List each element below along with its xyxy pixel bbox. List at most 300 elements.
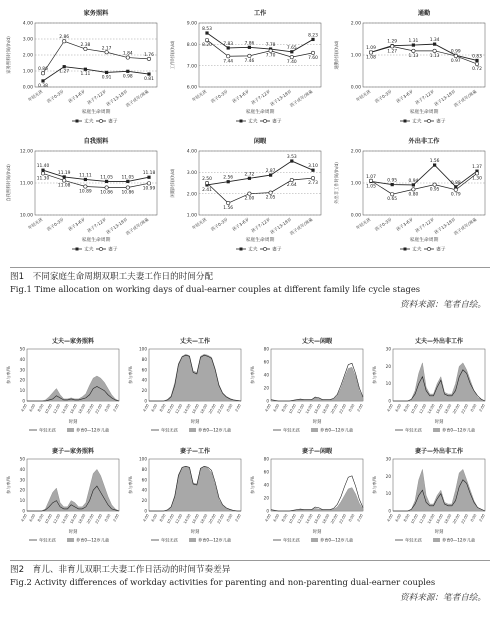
fig1-xtick-label: 孩子3-6岁 bbox=[231, 216, 250, 232]
fig2-ytick-label: 40 bbox=[141, 487, 147, 493]
fig1-data-label: 2.86 bbox=[59, 35, 70, 41]
legend-wife-marker bbox=[427, 247, 430, 250]
fig2-ytick-label: 40 bbox=[19, 466, 25, 472]
fig2-xtick-label: 8:00 bbox=[37, 513, 45, 523]
fig2-ytick-label: 10 bbox=[385, 381, 391, 387]
fig2-ytick-label: 20 bbox=[19, 487, 25, 493]
fig2-xtick-label: 16:00 bbox=[313, 513, 323, 525]
fig1-ylabel: 自我照料时间/(h/d) bbox=[7, 164, 12, 202]
figure-1-source: 资料来源：笔者自绘。 bbox=[400, 300, 486, 310]
figure-2 bbox=[3, 333, 497, 555]
fig2-ytick-label: 20 bbox=[263, 495, 269, 501]
fig1-data-label: 0.72 bbox=[472, 66, 482, 72]
fig1-ytick-label: 3.00 bbox=[22, 37, 33, 43]
fig2-ytick-label: 40 bbox=[19, 356, 25, 362]
legend-wife-label: 妻子 bbox=[436, 247, 446, 253]
figure-2-divider bbox=[10, 560, 490, 561]
fig1-xtick-label: 孩子13-18岁 bbox=[433, 216, 457, 236]
legend-no-child-label: 年轻无孩 bbox=[161, 537, 178, 543]
fig2-ytick-label: 10 bbox=[385, 491, 391, 497]
fig2-xtick-label: 16:00 bbox=[313, 403, 323, 415]
fig2-xtick-label: 18:00 bbox=[199, 513, 209, 525]
fig2-xlabel: 时刻 bbox=[190, 420, 200, 425]
fig2-ylabel: 参与率/% bbox=[250, 366, 255, 384]
fig1-data-label: 2.50 bbox=[202, 177, 212, 182]
legend-no-child-label: 年轻无孩 bbox=[405, 537, 422, 543]
fig2-xtick-label: 4:00 bbox=[20, 403, 28, 413]
fig1-xtick-label: 孩子7-12岁 bbox=[86, 88, 108, 106]
fig1-ytick-label: 4.00 bbox=[186, 149, 197, 155]
fig1-data-label: 7.60 bbox=[308, 55, 318, 61]
fig2-xtick-label: 2:00 bbox=[112, 403, 120, 413]
legend-husband-marker bbox=[240, 120, 243, 123]
fig2-ytick-label: 50 bbox=[19, 456, 25, 462]
legend-child-label: 养育0—12岁儿童 bbox=[198, 537, 232, 543]
fig2-legend bbox=[151, 427, 231, 434]
fig1-legend bbox=[236, 118, 282, 125]
fig1-data-label: 0.38 bbox=[38, 83, 48, 89]
fig1-data-label: 11.40 bbox=[36, 164, 50, 170]
fig1-panel-title: 自我照料 bbox=[83, 138, 109, 145]
fig2-xlabel: 时刻 bbox=[68, 530, 78, 535]
fig2-ylabel: 参与率/% bbox=[6, 366, 11, 384]
fig2-xtick-label: 4:00 bbox=[142, 513, 150, 523]
fig2-ytick-label: 0 bbox=[266, 398, 269, 404]
fig1-data-label: 0.95 bbox=[387, 178, 398, 184]
fig1-data-label: 2.73 bbox=[308, 181, 318, 187]
fig1-xtick-label: 孩子13-18岁 bbox=[269, 216, 293, 236]
fig2-xtick-label: 22:00 bbox=[338, 403, 348, 415]
fig2-xtick-label: 10:00 bbox=[288, 513, 297, 525]
fig2-xtick-label: 16:00 bbox=[191, 513, 201, 525]
fig1-panel-6 bbox=[333, 137, 485, 253]
fig2-xtick-label: 20:00 bbox=[86, 403, 95, 415]
fig1-data-label: 7.44 bbox=[223, 59, 234, 65]
fig2-ytick-label: 0 bbox=[388, 508, 391, 514]
fig1-data-label: 1.76 bbox=[144, 52, 154, 58]
legend-husband-label: 丈夫 bbox=[412, 247, 422, 253]
fig2-xtick-label: 18:00 bbox=[77, 513, 87, 525]
fig1-data-label: 10.89 bbox=[79, 189, 92, 195]
fig2-xtick-label: 20:00 bbox=[452, 403, 461, 415]
fig2-legend bbox=[273, 537, 353, 544]
fig2-xtick-label: 12:00 bbox=[174, 403, 184, 415]
fig2-xtick-label: 18:00 bbox=[199, 403, 209, 415]
fig2-panel-title: 丈夫—工作 bbox=[179, 338, 211, 345]
fig2-xtick-label: 10:00 bbox=[166, 513, 175, 525]
fig2-ytick-label: 0 bbox=[388, 398, 391, 404]
fig2-area-child bbox=[393, 363, 485, 401]
fig2-xtick-label: 22:00 bbox=[216, 403, 226, 415]
fig1-ytick-label: 2.00 bbox=[22, 53, 33, 59]
fig1-ytick-label: 1.00 bbox=[350, 53, 361, 59]
fig2-area-child bbox=[27, 469, 119, 511]
legend-wife-label: 妻子 bbox=[272, 247, 282, 253]
fig2-panel-title: 丈夫—闲暇 bbox=[301, 338, 333, 345]
fig1-panel-title: 工作 bbox=[253, 10, 267, 17]
legend-child-label: 养育0—12岁儿童 bbox=[442, 537, 476, 543]
fig1-point-wife bbox=[412, 49, 415, 52]
fig1-data-label: 0.65 bbox=[387, 197, 398, 203]
fig1-panel-4 bbox=[5, 137, 157, 253]
fig1-ytick-label: 9.00 bbox=[186, 21, 197, 27]
fig1-point-wife bbox=[475, 62, 478, 65]
fig1-ytick-label: 10.00 bbox=[19, 213, 33, 219]
fig1-data-label: 0.79 bbox=[450, 192, 461, 198]
fig1-panel-3 bbox=[333, 9, 485, 125]
fig2-panel-8 bbox=[371, 447, 486, 544]
fig1-point-husband bbox=[41, 79, 44, 82]
fig1-point-wife bbox=[248, 192, 251, 195]
fig2-area-child bbox=[149, 354, 241, 401]
fig1-data-label: 0.88 bbox=[450, 180, 461, 186]
fig1-point-wife bbox=[227, 55, 230, 58]
fig2-ytick-label: 30 bbox=[19, 367, 25, 373]
fig1-ytick-label: 8.00 bbox=[186, 42, 197, 48]
fig1-data-label: 7.40 bbox=[286, 60, 297, 66]
fig2-xlabel: 时刻 bbox=[312, 420, 322, 425]
fig1-xtick-label: 孩子成年/离巢 bbox=[124, 216, 150, 237]
fig1-point-wife bbox=[433, 49, 436, 52]
fig2-xtick-label: 20:00 bbox=[86, 513, 95, 525]
fig2-xtick-label: 22:00 bbox=[94, 513, 104, 525]
fig2-ytick-label: 10 bbox=[19, 498, 25, 504]
fig2-xtick-label: 0:00 bbox=[347, 513, 356, 523]
fig1-data-label: 0.91 bbox=[101, 75, 112, 81]
fig1-point-wife bbox=[311, 51, 314, 54]
fig1-data-label: 1.29 bbox=[387, 39, 398, 45]
fig1-data-label: 0.80 bbox=[408, 192, 419, 198]
fig1-legend bbox=[236, 246, 282, 253]
fig2-ytick-label: 0 bbox=[266, 508, 269, 514]
fig1-point-wife bbox=[433, 183, 436, 186]
fig1-legend bbox=[400, 118, 446, 125]
fig1-point-wife bbox=[311, 176, 314, 179]
fig2-xtick-label: 2:00 bbox=[478, 403, 486, 413]
fig2-ytick-label: 60 bbox=[263, 359, 269, 365]
fig2-ytick-label: 20 bbox=[19, 377, 25, 383]
fig2-xtick-label: 14:00 bbox=[61, 403, 70, 415]
legend-wife-label: 妻子 bbox=[108, 119, 118, 125]
fig2-panel-title: 妻子—工作 bbox=[179, 448, 211, 455]
fig2-xtick-label: 10:00 bbox=[410, 513, 419, 525]
fig2-ytick-label: 20 bbox=[263, 385, 269, 391]
fig1-data-label: 0.94 bbox=[408, 178, 419, 184]
fig2-legend bbox=[29, 537, 109, 544]
fig2-xtick-label: 6:00 bbox=[272, 403, 281, 413]
fig2-area-child bbox=[393, 469, 485, 511]
fig2-xtick-label: 12:00 bbox=[296, 513, 306, 525]
fig2-ylabel: 参与率/% bbox=[128, 476, 133, 494]
fig1-data-label: 1.31 bbox=[408, 39, 419, 45]
fig1-point-husband bbox=[126, 70, 129, 73]
fig2-ytick-label: 60 bbox=[141, 477, 147, 483]
fig1-data-label: 7.70 bbox=[265, 53, 276, 59]
fig1-data-label: 0.97 bbox=[450, 58, 461, 64]
fig1-xtick-label: 年轻无孩 bbox=[26, 88, 44, 103]
fig1-data-label: 1.07 bbox=[366, 174, 376, 180]
fig1-xtick-label: 年轻无孩 bbox=[354, 216, 372, 231]
fig2-xtick-label: 14:00 bbox=[305, 403, 314, 415]
fig1-ytick-label: 2.00 bbox=[350, 21, 361, 27]
fig1-point-wife bbox=[454, 188, 457, 191]
fig1-data-label: 1.84 bbox=[122, 51, 133, 57]
fig2-xtick-label: 0:00 bbox=[347, 403, 356, 413]
fig1-point-wife bbox=[41, 172, 44, 175]
fig1-data-label: 11.05 bbox=[121, 175, 135, 181]
fig1-data-label: 7.65 bbox=[286, 45, 297, 51]
legend-no-child-label: 年轻无孩 bbox=[405, 427, 422, 433]
fig1-xtick-label: 孩子3-6岁 bbox=[395, 88, 414, 104]
fig2-xtick-label: 8:00 bbox=[281, 403, 289, 413]
figure-1-charts bbox=[3, 4, 497, 262]
fig2-xtick-label: 8:00 bbox=[281, 513, 289, 523]
fig1-xtick-label: 年轻无孩 bbox=[190, 216, 208, 231]
fig2-xlabel: 时刻 bbox=[190, 530, 200, 535]
fig1-series-line-husband bbox=[207, 161, 313, 185]
fig1-data-label: 8.53 bbox=[202, 27, 212, 33]
fig2-xlabel: 时刻 bbox=[312, 530, 322, 535]
fig1-point-wife bbox=[84, 185, 87, 188]
fig1-xtick-label: 孩子0-3岁 bbox=[374, 216, 393, 232]
fig1-xtick-label: 年轻无孩 bbox=[190, 88, 208, 103]
fig2-xlabel: 时刻 bbox=[68, 420, 78, 425]
legend-husband-marker bbox=[404, 120, 407, 123]
legend-child-label: 养育0—12岁儿童 bbox=[320, 537, 354, 543]
fig2-xtick-label: 18:00 bbox=[443, 403, 453, 415]
fig2-ytick-label: 0 bbox=[22, 508, 25, 514]
legend-child-swatch bbox=[433, 428, 440, 432]
fig2-ytick-label: 20 bbox=[141, 388, 147, 394]
fig1-xtick-label: 孩子7-12岁 bbox=[250, 88, 272, 106]
fig1-ytick-label: 1.00 bbox=[350, 181, 361, 187]
figure-1-divider bbox=[10, 267, 490, 268]
fig2-ytick-label: 20 bbox=[385, 363, 391, 369]
fig2-xtick-label: 16:00 bbox=[69, 403, 79, 415]
fig1-xtick-label: 孩子0-3岁 bbox=[46, 216, 65, 232]
fig1-data-label: 0.81 bbox=[144, 77, 154, 83]
fig1-data-label: 2.00 bbox=[244, 196, 255, 202]
fig2-xtick-label: 6:00 bbox=[28, 513, 37, 523]
fig1-point-wife bbox=[391, 45, 394, 48]
legend-child-swatch bbox=[189, 428, 196, 432]
fig1-xtick-label: 孩子3-6岁 bbox=[67, 88, 86, 104]
fig2-ylabel: 参与率/% bbox=[372, 476, 377, 494]
fig2-ytick-label: 80 bbox=[141, 356, 147, 362]
fig2-xtick-label: 6:00 bbox=[28, 403, 37, 413]
fig1-xtick-label: 孩子成年/离巢 bbox=[452, 216, 478, 237]
fig2-panel-1 bbox=[5, 337, 120, 434]
fig1-data-label: 0.83 bbox=[472, 54, 482, 60]
fig2-ytick-label: 10 bbox=[19, 388, 25, 394]
fig2-area-child bbox=[27, 376, 119, 401]
legend-child-label: 养育0—12岁儿童 bbox=[320, 427, 354, 433]
fig2-xtick-label: 12:00 bbox=[52, 513, 62, 525]
fig2-xtick-label: 14:00 bbox=[427, 403, 436, 415]
fig1-xlabel: 家庭生命周期 bbox=[245, 110, 275, 115]
legend-wife-label: 妻子 bbox=[272, 119, 282, 125]
fig1-point-wife bbox=[290, 178, 293, 181]
fig2-ytick-label: 40 bbox=[141, 377, 147, 383]
legend-husband-marker bbox=[240, 248, 243, 251]
legend-child-swatch bbox=[189, 538, 196, 542]
fig2-xtick-label: 18:00 bbox=[321, 513, 331, 525]
fig2-xtick-label: 0:00 bbox=[469, 403, 478, 413]
figure-2-source: 资料来源：笔者自绘。 bbox=[400, 593, 486, 603]
legend-no-child-label: 年轻无孩 bbox=[283, 427, 300, 433]
fig1-data-label: 1.30 bbox=[472, 176, 482, 182]
fig1-xtick-label: 孩子0-3岁 bbox=[46, 88, 65, 104]
fig2-panel-4 bbox=[371, 337, 486, 434]
fig1-series-line-wife bbox=[43, 41, 149, 73]
fig1-data-label: 3.10 bbox=[308, 164, 318, 170]
fig1-xtick-label: 孩子成年/离巢 bbox=[452, 88, 478, 109]
legend-no-child-label: 年轻无孩 bbox=[283, 537, 300, 543]
fig1-data-label: 1.56 bbox=[429, 159, 440, 165]
fig2-xtick-label: 6:00 bbox=[150, 513, 159, 523]
figure-1-caption-cn: 图1 不同家庭生命周期双职工夫妻工作日的时间分配 bbox=[10, 272, 214, 282]
fig2-xtick-label: 20:00 bbox=[330, 513, 339, 525]
fig2-xtick-label: 14:00 bbox=[61, 513, 70, 525]
fig1-data-label: 1.27 bbox=[59, 69, 70, 75]
fig1-point-wife bbox=[412, 188, 415, 191]
fig2-xtick-label: 8:00 bbox=[159, 403, 167, 413]
fig2-xtick-label: 6:00 bbox=[150, 403, 159, 413]
fig1-legend bbox=[72, 118, 118, 125]
fig1-series-line-wife bbox=[207, 178, 313, 203]
fig2-xtick-label: 22:00 bbox=[216, 513, 226, 525]
fig1-data-label: 7.86 bbox=[244, 41, 255, 47]
fig1-data-label: 2.64 bbox=[286, 183, 297, 189]
legend-child-swatch bbox=[311, 428, 318, 432]
fig1-data-label: 7.78 bbox=[265, 43, 276, 49]
fig1-xtick-label: 孩子成年/离巢 bbox=[288, 88, 314, 109]
fig1-point-wife bbox=[248, 54, 251, 57]
fig1-xtick-label: 孩子0-3岁 bbox=[210, 216, 229, 232]
fig1-xtick-label: 孩子3-6岁 bbox=[67, 216, 86, 232]
legend-husband-label: 丈夫 bbox=[248, 119, 258, 125]
fig2-xtick-label: 0:00 bbox=[103, 513, 112, 523]
fig1-ytick-label: 12.00 bbox=[19, 149, 33, 155]
figure-1-caption-en: Fig.1 Time allocation on working days of dual-earner couples at different family life cycle stages bbox=[10, 284, 421, 294]
fig2-xtick-label: 10:00 bbox=[44, 403, 53, 415]
figure-2-charts bbox=[3, 333, 497, 555]
fig1-data-label: 3.53 bbox=[286, 155, 297, 161]
fig1-point-wife bbox=[269, 49, 272, 52]
fig1-ytick-label: 2.00 bbox=[350, 149, 361, 155]
fig1-data-label: 8.20 bbox=[202, 43, 212, 49]
fig1-ylabel: 闲暇时间/(h/d) bbox=[171, 168, 176, 198]
fig2-xtick-label: 20:00 bbox=[208, 403, 217, 415]
legend-husband-label: 丈夫 bbox=[248, 247, 258, 253]
fig1-data-label: 11.08 bbox=[57, 183, 71, 189]
fig1-ylabel: 通勤时间/(h/d) bbox=[335, 40, 340, 70]
fig1-xlabel: 家庭生命周期 bbox=[409, 238, 439, 243]
fig1-point-wife bbox=[227, 201, 230, 204]
fig1-point-wife bbox=[105, 186, 108, 189]
fig1-data-label: 0.99 bbox=[450, 49, 461, 55]
legend-child-label: 养育0—12岁儿童 bbox=[76, 427, 110, 433]
fig2-xtick-label: 2:00 bbox=[356, 513, 364, 523]
fig1-xlabel: 家庭生命周期 bbox=[81, 238, 111, 243]
fig2-ytick-label: 20 bbox=[141, 498, 147, 504]
fig2-xtick-label: 12:00 bbox=[296, 403, 306, 415]
fig2-ylabel: 参与率/% bbox=[372, 366, 377, 384]
fig2-panel-3 bbox=[249, 337, 364, 434]
fig1-xtick-label: 孩子0-3岁 bbox=[210, 88, 229, 104]
fig2-xtick-label: 12:00 bbox=[418, 403, 428, 415]
fig1-ytick-label: 3.00 bbox=[186, 170, 197, 176]
fig2-xtick-label: 12:00 bbox=[418, 513, 428, 525]
fig1-point-husband bbox=[147, 72, 150, 75]
fig2-legend bbox=[395, 537, 475, 544]
fig1-data-label: 2.41 bbox=[202, 187, 212, 193]
fig2-panel-title: 妻子—外出非工作 bbox=[414, 448, 464, 455]
fig2-xtick-label: 20:00 bbox=[452, 513, 461, 525]
legend-child-swatch bbox=[67, 538, 74, 542]
fig2-ylabel: 参与率/% bbox=[6, 476, 11, 494]
fig2-panel-2 bbox=[127, 337, 242, 434]
fig2-xtick-label: 14:00 bbox=[305, 513, 314, 525]
fig2-ytick-label: 100 bbox=[139, 346, 147, 352]
fig1-xtick-label: 孩子13-18岁 bbox=[105, 216, 129, 236]
fig1-ytick-label: 1.00 bbox=[186, 213, 197, 219]
legend-husband-label: 丈夫 bbox=[84, 119, 94, 125]
fig2-ytick-label: 30 bbox=[19, 477, 25, 483]
fig1-data-label: 1.11 bbox=[80, 72, 91, 78]
fig1-xlabel: 家庭生命周期 bbox=[409, 110, 439, 115]
fig2-xtick-label: 8:00 bbox=[37, 403, 45, 413]
fig2-panel-7 bbox=[249, 447, 364, 544]
fig1-point-wife bbox=[205, 38, 208, 41]
fig1-data-label: 1.09 bbox=[366, 46, 376, 52]
fig1-data-label: 1.27 bbox=[387, 49, 398, 55]
fig1-xtick-label: 孩子7-12岁 bbox=[250, 216, 272, 234]
fig2-panel-title: 丈夫—家务照料 bbox=[51, 338, 95, 345]
fig1-data-label: 1.05 bbox=[366, 184, 376, 190]
fig2-xtick-label: 8:00 bbox=[403, 403, 411, 413]
fig2-xlabel: 时刻 bbox=[434, 530, 444, 535]
fig2-xtick-label: 2:00 bbox=[356, 403, 364, 413]
fig2-xtick-label: 2:00 bbox=[234, 513, 242, 523]
fig2-xtick-label: 10:00 bbox=[410, 403, 419, 415]
fig1-data-label: 2.87 bbox=[265, 169, 276, 175]
fig1-ylabel: 外出非工作时间/(h/d) bbox=[335, 162, 340, 204]
fig2-panel-5 bbox=[5, 447, 120, 544]
fig1-data-label: 7.83 bbox=[223, 41, 234, 47]
fig1-ytick-label: 0.00 bbox=[350, 85, 361, 91]
fig2-xtick-label: 4:00 bbox=[264, 403, 272, 413]
fig1-xlabel: 家庭生命周期 bbox=[81, 110, 111, 115]
fig2-xtick-label: 14:00 bbox=[183, 513, 192, 525]
fig1-point-wife bbox=[391, 193, 394, 196]
fig2-ytick-label: 80 bbox=[263, 456, 269, 462]
legend-wife-marker bbox=[99, 247, 102, 250]
fig1-xtick-label: 孩子13-18岁 bbox=[433, 88, 457, 108]
fig1-xtick-label: 孩子7-12岁 bbox=[414, 88, 436, 106]
fig1-xtick-label: 孩子成年/离巢 bbox=[124, 88, 150, 109]
fig2-xtick-label: 4:00 bbox=[386, 403, 394, 413]
fig1-ytick-label: 0.00 bbox=[22, 85, 33, 91]
legend-child-label: 养育0—12岁儿童 bbox=[198, 427, 232, 433]
fig2-legend bbox=[395, 427, 475, 434]
fig1-xtick-label: 孩子3-6岁 bbox=[395, 216, 414, 232]
fig1-data-label: 11.30 bbox=[36, 176, 50, 182]
fig2-xtick-label: 2:00 bbox=[234, 403, 242, 413]
fig2-xtick-label: 6:00 bbox=[272, 513, 281, 523]
fig1-data-label: 2.56 bbox=[223, 175, 234, 181]
fig2-ytick-label: 0 bbox=[22, 398, 25, 404]
